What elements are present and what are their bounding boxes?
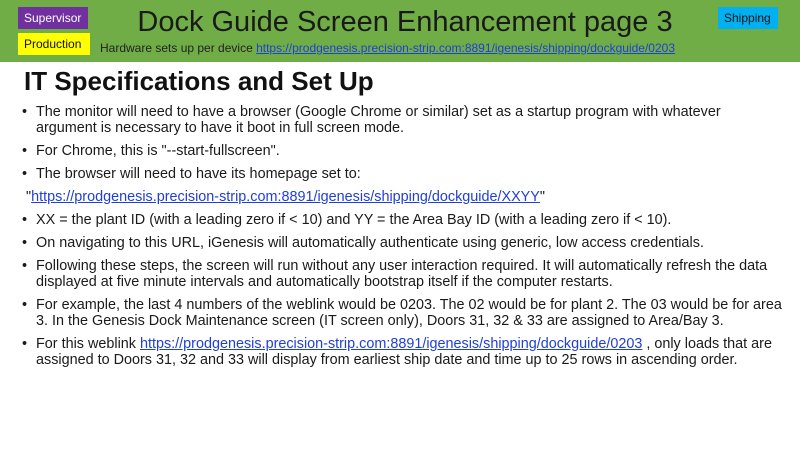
quote-open: " bbox=[26, 189, 32, 205]
bullet-item bbox=[22, 336, 782, 368]
supervisor-badge: Supervisor bbox=[18, 7, 88, 29]
bullet-icon: • bbox=[22, 166, 28, 182]
bullet-list bbox=[22, 104, 782, 375]
bullet-text: Following these steps, the screen will run without any user interaction required. It will automatically refresh the data displayed at five minute intervals and automatically bootstrap itself if the computer restarts. bbox=[36, 258, 768, 290]
page-title: Dock Guide Screen Enhancement page 3 bbox=[137, 6, 673, 38]
bullet-item bbox=[22, 166, 782, 182]
bullet-item bbox=[22, 212, 782, 228]
bullet-text: The browser will need to have its homepage set to: bbox=[36, 166, 361, 182]
production-badge: Production bbox=[18, 33, 90, 55]
header-subtitle bbox=[100, 41, 800, 55]
example-weblink[interactable]: https://prodgenesis.precision-strip.com:8891/igenesis/shipping/dockguide/0203 bbox=[139, 336, 643, 352]
bullet-text-suffix: , only loads that are assigned to Doors 31, 32 and 33 will display from earliest ship date and time up to 25 rows in ascending order. bbox=[36, 336, 772, 368]
bullet-icon: • bbox=[22, 297, 28, 313]
bullet-text: On navigating to this URL, iGenesis will automatically authenticate using generic, low access credentials. bbox=[36, 235, 704, 251]
homepage-url-link[interactable]: https://prodgenesis.precision-strip.com:8891/igenesis/shipping/dockguide/XXYY bbox=[31, 189, 540, 205]
bullet-text: XX = the plant ID (with a leading zero if < 10) and YY = the Area Bay ID (with a leading zero if < 10). bbox=[36, 212, 672, 228]
bullet-item bbox=[22, 258, 782, 290]
subtitle-prefix: Hardware sets up per device bbox=[100, 41, 257, 55]
bullet-icon: • bbox=[22, 258, 28, 274]
bullet-icon: • bbox=[22, 336, 28, 352]
bullet-item bbox=[22, 235, 782, 251]
bullet-icon: • bbox=[22, 104, 28, 120]
url-line bbox=[22, 189, 782, 205]
quote-close: " bbox=[539, 189, 545, 205]
bullet-icon: • bbox=[22, 235, 28, 251]
bullet-icon: • bbox=[22, 212, 28, 228]
bullet-text: For example, the last 4 numbers of the weblink would be 0203. The 02 would be for plant 2. The 03 would be for area 3. In the Genesis Dock Maintenance screen (IT screen only), Doors 31, 32 & 33 are assigned to Area/Bay 3. bbox=[36, 297, 782, 329]
section-title: IT Specifications and Set Up bbox=[24, 66, 374, 96]
subtitle-link[interactable]: https://prodgenesis.precision-strip.com:8891/igenesis/shipping/dockguide/0203 bbox=[256, 41, 675, 55]
bullet-item bbox=[22, 143, 782, 159]
bullet-text-prefix: For this weblink bbox=[36, 336, 140, 352]
bullet-item bbox=[22, 104, 782, 136]
bullet-icon: • bbox=[22, 143, 28, 159]
bullet-item bbox=[22, 297, 782, 329]
bullet-text: For Chrome, this is "--start-fullscreen". bbox=[36, 143, 280, 159]
header-banner bbox=[0, 0, 800, 62]
bullet-text: The monitor will need to have a browser (Google Chrome or similar) set as a startup program with whatever argument is necessary to have it boot in full screen mode. bbox=[36, 104, 721, 136]
shipping-badge: Shipping bbox=[718, 7, 778, 29]
